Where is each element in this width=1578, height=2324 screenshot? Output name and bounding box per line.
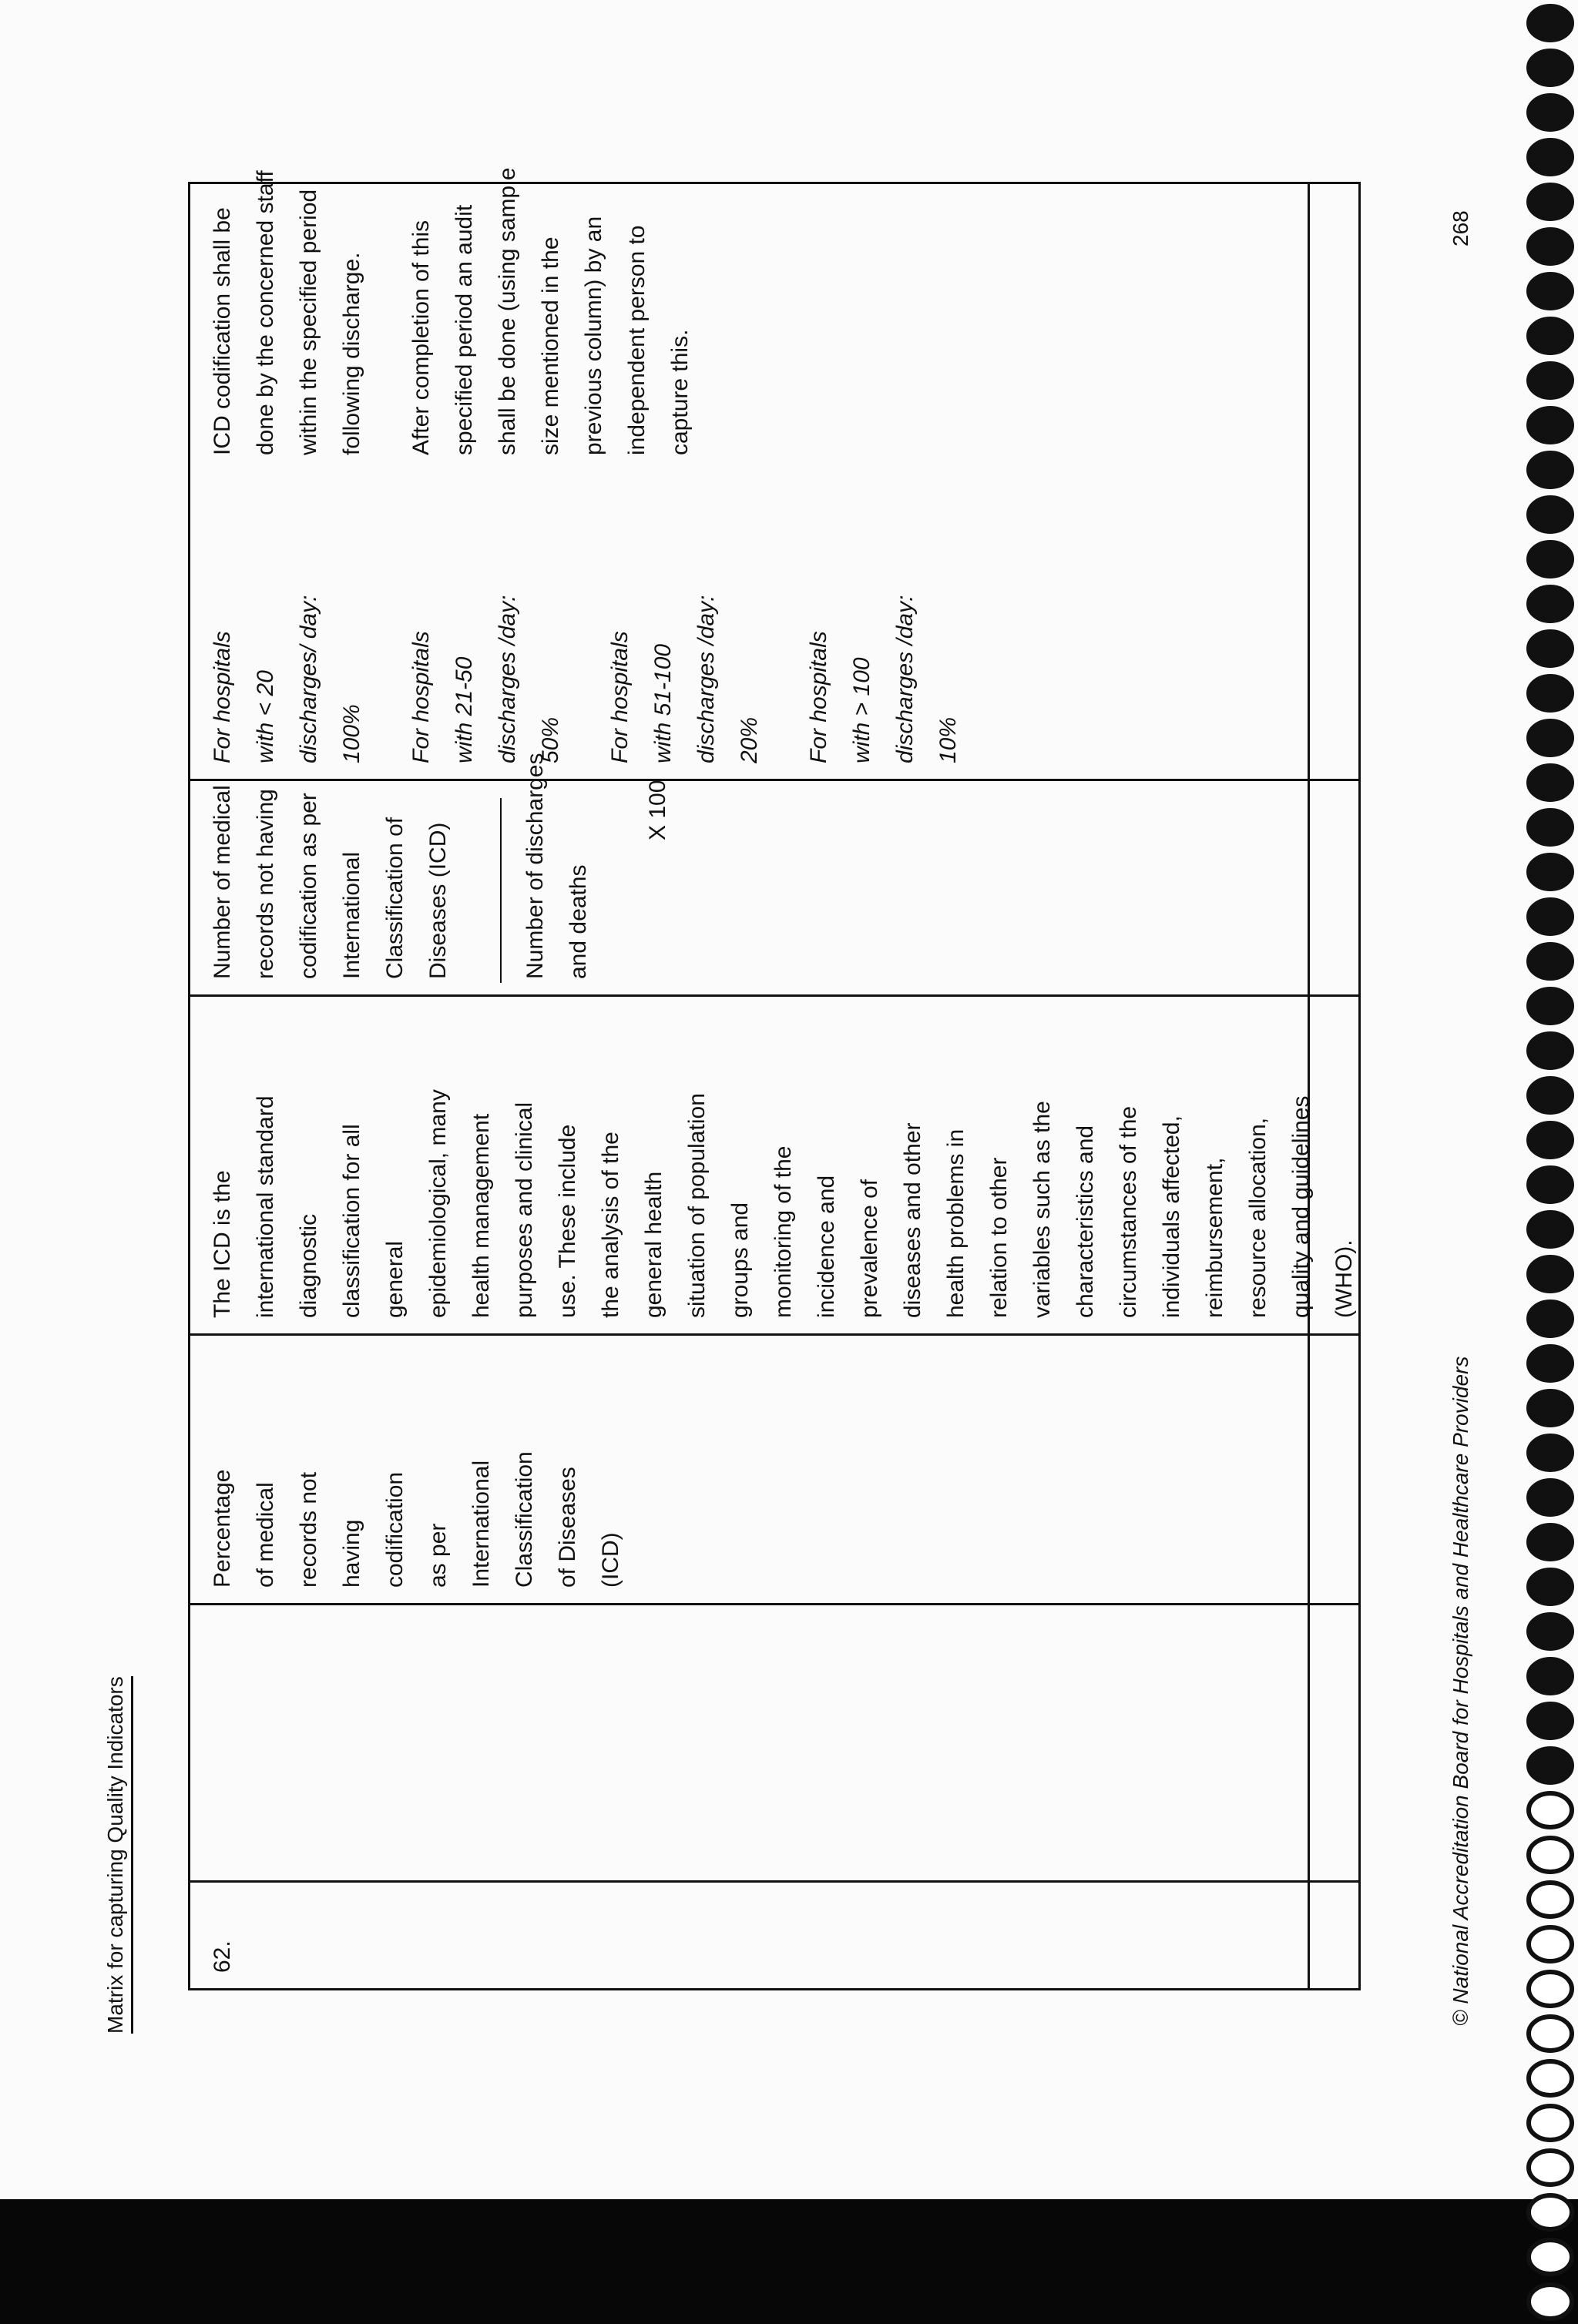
binding-ring	[1529, 1123, 1572, 1157]
binding-ring	[1529, 498, 1572, 532]
kpi-title-line: Percentage	[210, 1469, 235, 1588]
definition-line: purposes and clinical	[512, 1102, 537, 1318]
binding-ring	[1529, 1927, 1572, 1961]
remarks-line: size mentioned in the	[538, 236, 563, 455]
sample-size-value: 50%	[538, 716, 563, 763]
column-divider	[190, 1603, 1358, 1605]
remarks-line: capture this.	[667, 329, 693, 455]
sample-size-line: For hospitals	[806, 631, 831, 763]
footer-page-number: 268	[1449, 210, 1472, 246]
numerator-line: International	[339, 851, 364, 979]
binding-ring	[1529, 1391, 1572, 1425]
kpi-title-cell	[201, 1341, 633, 1588]
binding-ring	[1529, 185, 1572, 219]
sample-size-value: 20%	[737, 716, 762, 763]
denominator-line: Number of discharges	[522, 753, 548, 979]
definition-line: general	[382, 1240, 408, 1318]
binding-ring	[1529, 542, 1572, 576]
sample-size-line: discharges /day:	[693, 595, 719, 763]
paragraph-gap	[572, 471, 599, 763]
binding-ring	[1529, 900, 1572, 934]
kpi-title-line: Classification	[512, 1451, 537, 1588]
numerator-line: records not having	[253, 789, 278, 979]
sample-size-line: discharges/ day:	[296, 595, 321, 763]
binding-ring	[1529, 1034, 1572, 1068]
definition-line: health management	[468, 1113, 494, 1318]
denominator-line: and deaths	[566, 864, 591, 979]
numerator-line: Number of medical	[210, 785, 235, 979]
binding-edge	[0, 2199, 1578, 2324]
sample-size-line: discharges /day:	[495, 595, 520, 763]
remarks-line: within the specified period	[296, 189, 321, 455]
definition-line: general health	[641, 1171, 666, 1318]
binding-ring	[1529, 766, 1572, 800]
definition-line: health problems in	[943, 1128, 969, 1318]
formula-numerator	[201, 779, 460, 979]
remarks-line: specified period an audit	[452, 204, 477, 455]
definition-cell	[201, 1002, 1366, 1318]
numerator-line: Classification of	[382, 817, 408, 979]
binding-ring	[1529, 1838, 1572, 1872]
binding-ring	[1529, 1436, 1572, 1470]
definition-line: The ICD is the	[210, 1170, 235, 1318]
kpi-title-line: International	[468, 1460, 494, 1588]
spiral-binding	[1510, 0, 1578, 2324]
binding-ring	[1529, 1883, 1572, 1917]
paragraph-gap	[374, 471, 400, 763]
definition-line: incidence and	[814, 1175, 839, 1318]
binding-ring	[1529, 1257, 1572, 1291]
definition-line: resource allocation,	[1245, 1117, 1271, 1318]
binding-ring	[1529, 1212, 1572, 1246]
sample-size-line: For hospitals	[607, 631, 633, 763]
binding-ring	[1529, 364, 1572, 397]
footer-copyright: © National Accreditation Board for Hospitals and Healthcare Providers	[1449, 1356, 1472, 2026]
definition-line: relation to other	[986, 1157, 1012, 1318]
numerator-line: Diseases (ICD)	[425, 822, 451, 979]
quality-indicator-table	[188, 167, 1361, 1990]
binding-ring	[1529, 2017, 1572, 2051]
definition-line: epidemiological, many	[425, 1089, 451, 1318]
binding-ring	[1529, 1346, 1572, 1380]
binding-ring	[1529, 319, 1572, 353]
paragraph-gap	[374, 178, 400, 455]
definition-line: the analysis of the	[598, 1132, 623, 1318]
binding-ring	[1529, 1481, 1572, 1514]
binding-ring	[1529, 855, 1572, 889]
remarks-line: done by the concerned staff	[253, 170, 278, 455]
fraction-divider	[500, 798, 502, 983]
binding-ring	[1529, 2106, 1572, 2140]
binding-ring	[1529, 944, 1572, 978]
definition-line: monitoring of the	[771, 1145, 796, 1318]
definition-line: diseases and other	[900, 1122, 925, 1318]
binding-ring	[1529, 408, 1572, 442]
kpi-title-line: records not	[296, 1471, 321, 1588]
remarks-line: After completion of this	[408, 220, 434, 455]
remarks-line: previous column) by an	[581, 216, 606, 455]
kpi-title-line: as per	[425, 1523, 451, 1588]
binding-ring	[1529, 140, 1572, 174]
definition-line: diagnostic	[296, 1213, 321, 1318]
sample-size-value: 100%	[339, 704, 364, 763]
definition-line: individuals affected,	[1159, 1115, 1184, 1318]
kpi-title-line: (ICD)	[598, 1532, 623, 1588]
paragraph-gap	[771, 471, 797, 763]
kpi-title-line: codification	[382, 1471, 408, 1588]
binding-ring	[1529, 2151, 1572, 2185]
binding-ring	[1529, 2285, 1572, 2319]
row-number-cell	[201, 1940, 244, 1973]
row-number: 62.	[210, 1940, 235, 1973]
binding-ring	[1529, 587, 1572, 621]
binding-ring	[1529, 676, 1572, 710]
binding-ring	[1529, 1525, 1572, 1559]
binding-ring	[1529, 51, 1572, 85]
binding-ring	[1529, 1302, 1572, 1336]
sample-size-line: with < 20	[253, 670, 278, 763]
kpi-title-line: having	[339, 1519, 364, 1588]
rotated-content	[92, 108, 1541, 2203]
definition-line: use. These include	[555, 1124, 580, 1318]
column-divider	[190, 1880, 1358, 1883]
binding-ring	[1529, 989, 1572, 1023]
sample-size-line: discharges /day:	[892, 595, 918, 763]
binding-ring	[1529, 721, 1572, 755]
definition-line: quality and guidelines	[1288, 1095, 1314, 1318]
column-divider	[190, 994, 1358, 997]
remarks-line: shall be done (using sample	[495, 167, 520, 455]
sample-size-line: with 51-100	[650, 643, 676, 763]
sample-size-line: with 21-50	[452, 656, 477, 763]
definition-line: (WHO).	[1331, 1239, 1357, 1318]
binding-ring	[1529, 1168, 1572, 1202]
binding-ring	[1529, 274, 1572, 308]
remarks-line: ICD codification shall be	[210, 207, 235, 455]
sample-size-line: For hospitals	[210, 631, 235, 763]
page-header-title: Matrix for capturing Quality Indicators	[103, 1676, 133, 2034]
binding-ring	[1529, 1570, 1572, 1604]
binding-ring	[1529, 1749, 1572, 1782]
binding-ring	[1529, 230, 1572, 263]
kpi-title-line: of medical	[253, 1482, 278, 1588]
binding-ring	[1529, 96, 1572, 129]
definition-line: international standard	[253, 1095, 278, 1318]
definition-line: variables such as the	[1029, 1101, 1055, 1318]
definition-line: classification for all	[339, 1124, 364, 1318]
definition-line: reimbursement,	[1202, 1157, 1227, 1318]
binding-ring	[1529, 632, 1572, 666]
binding-ring	[1529, 1659, 1572, 1693]
sample-size-value: 10%	[935, 716, 961, 763]
formula-denominator	[514, 753, 600, 979]
binding-ring	[1529, 2195, 1572, 2229]
kpi-title-line: of Diseases	[555, 1467, 580, 1588]
remarks-line: independent person to	[624, 225, 650, 455]
numerator-line: codification as per	[296, 793, 321, 979]
definition-line: situation of population	[684, 1093, 710, 1318]
binding-ring	[1529, 1704, 1572, 1738]
binding-ring	[1529, 1615, 1572, 1648]
formula-multiplier: X 100	[645, 780, 670, 840]
binding-ring	[1529, 1078, 1572, 1112]
binding-ring	[1529, 2240, 1572, 2274]
sample-size-cell	[201, 471, 970, 763]
binding-ring	[1529, 810, 1572, 844]
definition-line: groups and	[727, 1202, 753, 1318]
binding-ring	[1529, 453, 1572, 487]
remarks-cell	[201, 167, 702, 455]
binding-ring	[1529, 1793, 1572, 1827]
sample-size-line: with > 100	[849, 657, 875, 763]
definition-line: characteristics and	[1073, 1125, 1098, 1318]
binding-ring	[1529, 6, 1572, 40]
binding-ring	[1529, 1972, 1572, 2006]
binding-ring	[1529, 2061, 1572, 2095]
sample-size-line: For hospitals	[408, 631, 434, 763]
column-divider	[190, 1333, 1358, 1336]
definition-line: prevalence of	[857, 1179, 882, 1318]
definition-line: circumstances of the	[1116, 1105, 1141, 1318]
remarks-line: following discharge.	[339, 252, 364, 455]
